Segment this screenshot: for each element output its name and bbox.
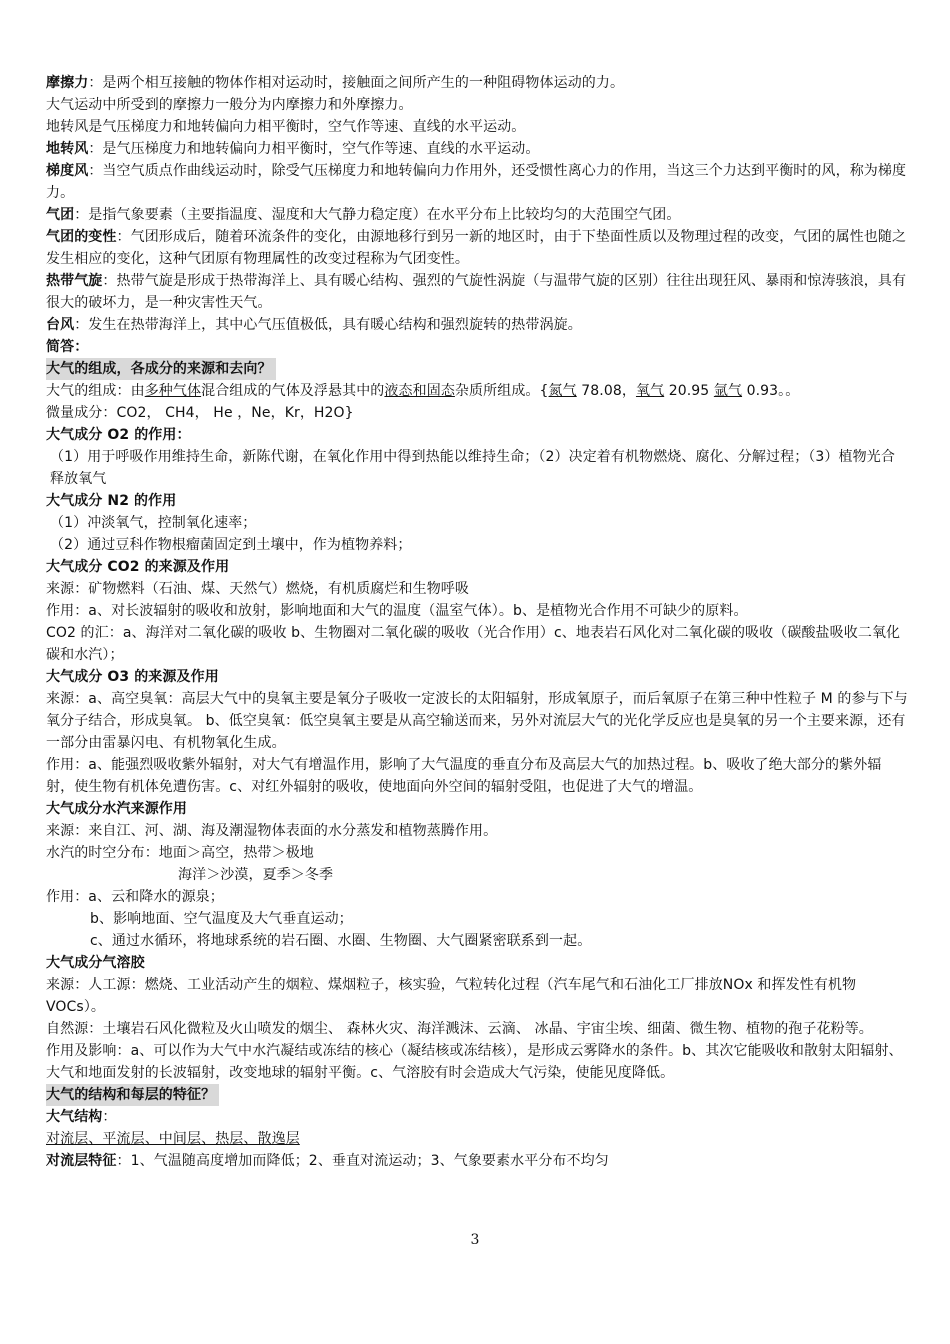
heading-structure — [46, 1106, 908, 1128]
heading-aerosol: 大气成分气溶胶 — [46, 955, 145, 971]
paragraph-water-vapor-use-b: b、影响地面、空气温度及大气垂直运动； — [90, 911, 353, 927]
definition-geostrophic: ：是气压梯度力和地转偏向力相平衡时，空气作等速、直线的水平运动。 — [88, 141, 540, 157]
definition-gradient-wind: ：当空气质点作曲线运动时，除受气压梯度力和地转偏向力作用外，还受惯性离心力的作用，当这三个力达到平衡时的风，称为梯度力。 — [46, 163, 907, 201]
definition-air-mass: ：是指气象要素（主要指温度、湿度和大气静力稳定度）在水平分布上比较均匀的大范围空气团。 — [74, 207, 681, 223]
paragraph-geostrophic — [46, 138, 908, 160]
paragraph-air-mass-change — [46, 226, 908, 270]
composition-text: 大气的组成：由 — [46, 383, 145, 399]
paragraph-water-vapor-source: 来源：来自江、河、湖、海及潮湿物体表面的水分蒸发和植物蒸腾作用。 — [46, 823, 498, 839]
composition-underline: 多种气体 — [144, 383, 202, 399]
definition-air-mass-change: ：气团形成后，随着环流条件的变化，由源地移行到另一新的地区时，由于下垫面性质以及物理过程的改变，气团的属性也随之发生相应的变化，这种气团原有物理属性的改变过程称为气团变性。 — [46, 229, 907, 267]
composition-text: 混合组成的气体及浮悬其中的 — [201, 383, 385, 399]
heading-n2: 大气成分 N2 的作用 — [46, 493, 177, 509]
oxygen-value: 20.95 — [664, 383, 714, 399]
definition-tropical-cyclone: ：热带气旋是形成于热带海洋上、具有暖心结构、强烈的气旋性涡旋（与温带气旋的区别）往往出现狂风、暴雨和惊涛骇浪，具有很大的破坏力，是一种灾害性天气。 — [46, 273, 907, 311]
heading-co2: 大气成分 CO2 的来源及作用 — [46, 559, 230, 575]
paragraph-water-vapor-use-a: 作用：a、云和降水的源泉； — [46, 889, 224, 905]
paragraph-composition — [46, 380, 908, 402]
paragraph-co2-use: 作用：a、对长波辐射的吸收和放射，影响地面和大气的温度（温室气体）。b、是植物光合作用不可缺少的原料。 — [46, 603, 748, 619]
paragraph-n2-1: （1）冲淡氧气，控制氧化速率； — [50, 515, 257, 531]
nitrogen-value: 78.08， — [576, 383, 636, 399]
structure-label: 大气结构 — [46, 1109, 103, 1125]
structure-colon: ： — [102, 1109, 117, 1125]
paragraph-tropical-cyclone — [46, 270, 908, 314]
paragraph-o2: （1）用于呼吸作用维持生命，新陈代谢，在氧化作用中得到热能以维持生命；（2）决定着有机物燃烧、腐化、分解过程；（3）植物光合释放氧气 — [50, 449, 895, 487]
heading-o2: 大气成分 O2 的作用： — [46, 427, 191, 443]
term-tropical-cyclone: 热带气旋 — [46, 273, 103, 289]
short-answer-heading: 简答： — [46, 339, 89, 355]
paragraph-aerosol-source-2: 自然源：土壤岩石风化微粒及火山喷发的烟尘、 森林火灾、海洋溅沫、云滴、 冰晶、宇宙尘埃、细菌、微生物、植物的孢子花粉等。 — [46, 1021, 873, 1037]
paragraph-o3-use: 作用：a、能强烈吸收紫外辐射，对大气有增温作用，影响了大气温度的垂直分布及高层大气的加热过程。b、吸收了绝大部分的紫外辐射，使生物有机体免遭伤害。c、对红外辐射的吸收，使地面向外空间的辐射受阻，也促进了大气的增温。 — [46, 757, 882, 795]
question-structure: 大气的结构和每层的特征？ — [46, 1084, 219, 1106]
definition-typhoon: ：发生在热带海洋上，其中心气压值极低，具有暖心结构和强烈旋转的热带涡旋。 — [74, 317, 582, 333]
paragraph-friction — [46, 72, 908, 94]
page-number: 3 — [470, 1232, 480, 1248]
term-troposphere: 对流层特征 — [46, 1153, 117, 1169]
composition-text: 杂质所组成。{ — [454, 383, 549, 399]
term-air-mass-change: 气团的变性 — [46, 229, 117, 245]
term-air-mass: 气团 — [46, 207, 75, 223]
definition-friction: ：是两个相互接触的物体作相对运动时，接触面之间所产生的一种阻碍物体运动的力。 — [88, 75, 625, 91]
paragraph-troposphere — [46, 1150, 908, 1172]
paragraph-aerosol-use: 作用及影响：a、可以作为大气中水汽凝结或冻结的核心（凝结核或冻结核），是形成云雾降水的条件。b、其次它能吸收和散射太阳辐射、大气和地面发射的长波辐射，改变地球的辐射平衡。c、气溶胶有时会造成大气污染，使能见度降低。 — [46, 1043, 903, 1081]
paragraph-water-vapor-use-c: c、通过水循环，将地球系统的岩石圈、水圈、生物圈、大气圈紧密联系到一起。 — [90, 933, 592, 949]
term-geostrophic: 地转风 — [46, 141, 89, 157]
document-body — [46, 72, 908, 1172]
term-typhoon: 台风 — [46, 317, 75, 333]
heading-water-vapor: 大气成分水汽来源作用 — [46, 801, 187, 817]
paragraph-friction-types: 大气运动中所受到的摩擦力一般分为内摩擦力和外摩擦力。 — [46, 97, 413, 113]
paragraph-water-vapor-dist-2: 海洋＞沙漠，夏季＞冬季 — [178, 867, 334, 883]
paragraph-aerosol-source-1: 来源：人工源：燃烧、工业活动产生的烟粒、煤烟粒子，核实验，气粒转化过程（汽车尾气和石油化工厂排放NOx 和挥发性有机物 VOCs）。 — [46, 977, 857, 1015]
paragraph-co2-sink: CO2 的汇：a、海洋对二氧化碳的吸收 b、生物圈对二氧化碳的吸收（光合作用）c、地表岩石风化对二氧化碳的吸收（碳酸盐吸收二氧化碳和水汽）； — [46, 625, 901, 663]
argon-label: 氩气 — [713, 383, 743, 399]
heading-o3: 大气成分 O3 的来源及作用 — [46, 669, 219, 685]
paragraph-layers — [46, 1128, 908, 1150]
composition-underline: 液态和固态 — [384, 383, 455, 399]
term-gradient-wind: 梯度风 — [46, 163, 89, 179]
question-composition: 大气的组成，各成分的来源和去向？ — [46, 358, 276, 380]
paragraph-geostrophic-note: 地转风是气压梯度力和地转偏向力相平衡时，空气作等速、直线的水平运动。 — [46, 119, 526, 135]
paragraph-air-mass — [46, 204, 908, 226]
layer-list: 对流层、平流层、中间层、热层、散逸层 — [46, 1131, 300, 1147]
paragraph-water-vapor-dist-1: 水汽的时空分布：地面＞高空，热带＞极地 — [46, 845, 314, 861]
paragraph-gradient-wind — [46, 160, 908, 204]
paragraph-co2-source: 来源：矿物燃料（石油、煤、天然气）燃烧，有机质腐烂和生物呼吸 — [46, 581, 469, 597]
argon-value: 0.93。。 — [742, 383, 800, 399]
oxygen-label: 氧气 — [635, 383, 665, 399]
paragraph-n2-2: （2）通过豆科作物根瘤菌固定到土壤中，作为植物养料； — [50, 537, 412, 553]
nitrogen-label: 氮气 — [548, 383, 577, 399]
term-friction: 摩擦力 — [46, 75, 89, 91]
definition-troposphere: ：1、气温随高度增加而降低；2、垂直对流运动；3、气象要素水平分布不均匀 — [116, 1153, 609, 1169]
paragraph-trace-gases: 微量成分：CO2， CH4， He ，Ne，Kr，H2O} — [46, 405, 354, 421]
paragraph-typhoon — [46, 314, 908, 336]
paragraph-o3-source: 来源：a、高空臭氧：高层大气中的臭氧主要是氧分子吸收一定波长的太阳辐射，形成氧原子，而后氧原子在第三种中性粒子 M 的参与下与氧分子结合，形成臭氧。 b、低空臭氧：低空臭氧主要是从高空输送而来，另外对流层大气的光化学反应也是臭氧的另一个主要来源，还有一部分由雷暴闪电、有机物氧化生成。 — [46, 691, 908, 751]
